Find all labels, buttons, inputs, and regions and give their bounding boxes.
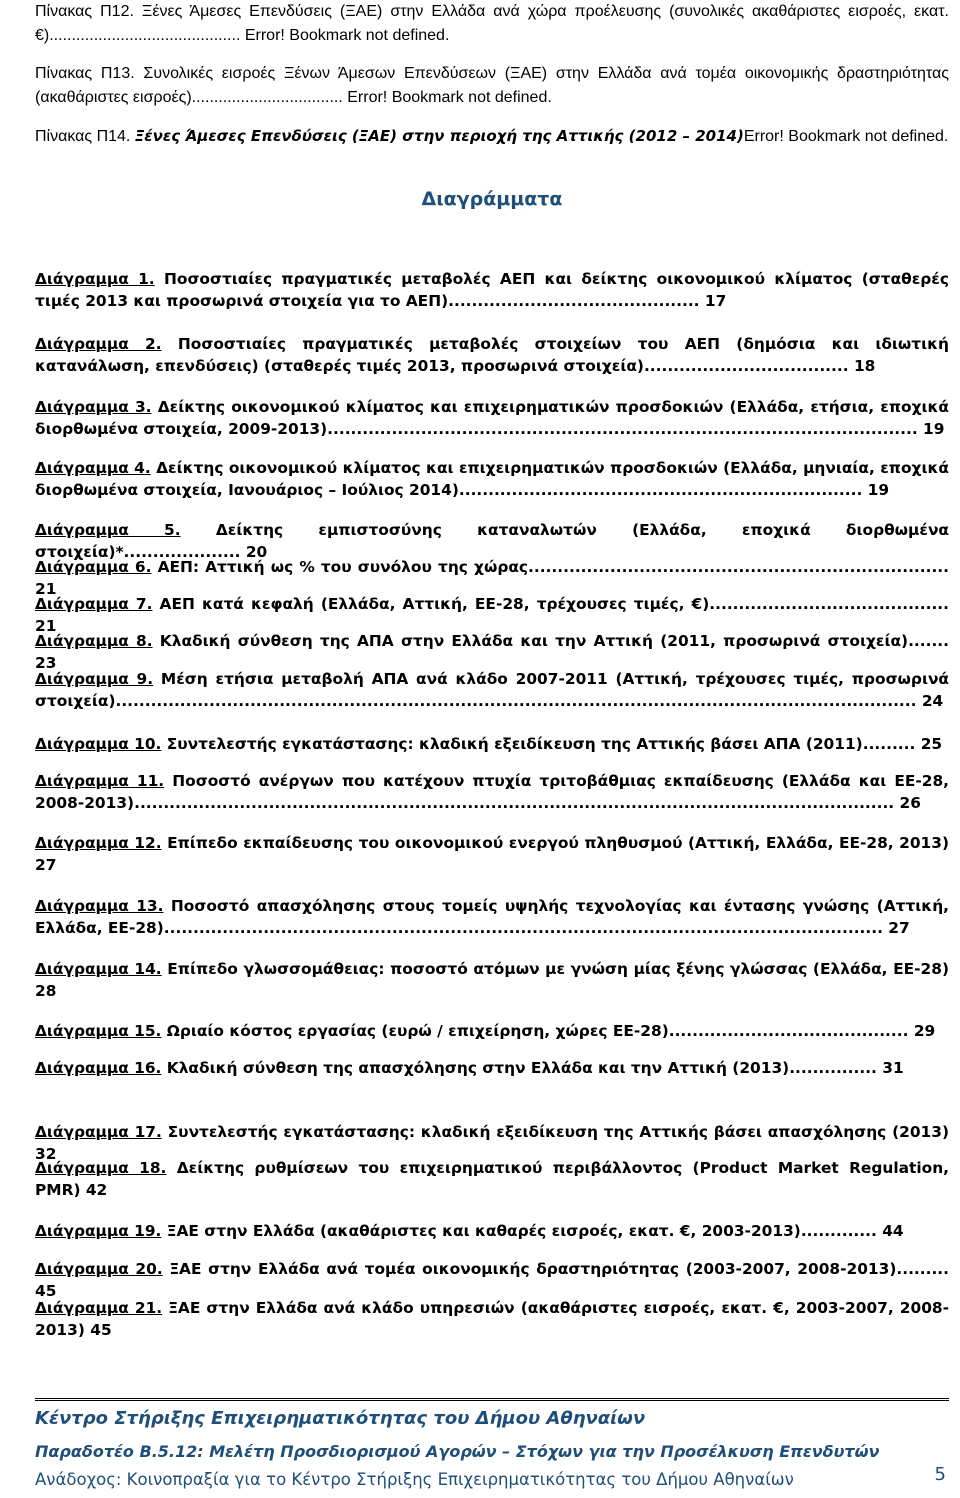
toc-diagram-entry[interactable] — [35, 268, 949, 312]
toc-table-entry-p14[interactable] — [35, 124, 949, 149]
toc-entry-leader: .................................. — [191, 89, 343, 106]
toc-entry-label: Διάγραμμα 11. — [35, 772, 165, 790]
toc-entry-label: Διάγραμμα 2. — [35, 335, 162, 353]
toc-diagram-entry[interactable] — [35, 832, 949, 876]
toc-entry-page: 21 — [35, 617, 57, 635]
toc-table-entry-p13[interactable] — [35, 62, 949, 110]
toc-entry-page: 19 — [923, 420, 945, 438]
toc-entry-page: 18 — [853, 357, 876, 375]
toc-entry-label: Διάγραμμα 20. — [35, 1260, 163, 1278]
toc-entry-label: Διάγραμμα 8. — [35, 632, 153, 650]
toc-entry-title: Μέση ετήσια μεταβολή ΑΠΑ ανά κλάδο 2007-2011 (Αττική, τρέχουσες τιμές, προσωρινά στοιχεία) — [35, 670, 950, 710]
toc-entry-title: Ποσοστό ανέργων που κατέχουν πτυχία τριτοβάθμιας εκπαίδευσης (Ελλάδα και ΕΕ-28, 2008-2013) — [35, 772, 949, 812]
toc-entry-leader: ........................................................................................................................... — [163, 919, 883, 937]
toc-entry-page: 45 — [35, 1282, 57, 1300]
toc-diagram-entry[interactable] — [35, 1297, 949, 1341]
toc-entry-title: Συντελεστής εγκατάστασης: κλαδική εξειδίκευση της Αττικής βάσει απασχόλησης (2013) — [167, 1123, 950, 1141]
toc-entry-label: Διάγραμμα 21. — [35, 1299, 163, 1317]
toc-entry-title: Επίπεδο εκπαίδευσης του οικονομικού ενεργού πληθυσμού (Αττική, Ελλάδα, ΕΕ-28, 2013) — [167, 834, 950, 852]
toc-entry-leader: ....... — [908, 632, 949, 650]
toc-entry-page: 24 — [921, 692, 944, 710]
toc-entry-label: Διάγραμμα 5. — [35, 521, 181, 539]
toc-entry-label: Διάγραμμα 12. — [35, 834, 162, 852]
toc-entry-title: Κλαδική σύνθεση της ΑΠΑ στην Ελλάδα και την Αττική (2011, προσωρινά στοιχεία) — [159, 632, 909, 650]
toc-entry-label: Διάγραμμα 10. — [35, 735, 162, 753]
toc-entry-page: 45 — [90, 1321, 112, 1339]
toc-entry-title: ΑΕΠ κατά κεφαλή (Ελλάδα, Αττική, ΕΕ-28, τρέχουσες τιμές, €) — [159, 595, 710, 613]
footer-divider — [35, 1398, 949, 1401]
toc-entry-leader: ........................................................................ — [528, 558, 950, 576]
toc-entry-leader: ......... — [896, 1260, 949, 1278]
toc-entry-title: Ποσοστιαίες πραγματικές μεταβολές στοιχείων του ΑΕΠ (δημόσια και ιδιωτική κατανάλωση, επενδύσεις) (σταθερές τιμές 2013, προσωρινά στοιχεία) — [35, 335, 949, 375]
toc-diagram-entry[interactable] — [35, 1258, 949, 1302]
toc-entry-title: Ωριαίο κόστος εργασίας (ευρώ / επιχείρηση, χώρες ΕΕ-28) — [166, 1022, 669, 1040]
toc-entry-label: Διάγραμμα 7. — [35, 595, 153, 613]
toc-entry-title: Συντελεστής εγκατάστασης: κλαδική εξειδίκευση της Αττικής βάσει ΑΠΑ (2011) — [166, 735, 863, 753]
toc-entry-page: Error! Bookmark not defined. — [244, 27, 450, 44]
toc-entry-title: Δείκτης εμπιστοσύνης καταναλωτών (Ελλάδα, εποχικά διορθωμένα στοιχεία)* — [35, 521, 949, 561]
toc-entry-label: Διάγραμμα 19. — [35, 1222, 162, 1240]
toc-diagram-entry[interactable] — [35, 1220, 949, 1242]
toc-diagram-entry[interactable] — [35, 958, 949, 1002]
toc-entry-title: Ποσοστιαίες πραγματικές μεταβολές ΑΕΠ και δείκτης οικονομικού κλίματος (σταθερές τιμές 2013 και προσωρινά στοιχεία για το ΑΕΠ) — [35, 270, 949, 310]
toc-entry-title: ΞΑΕ στην Ελλάδα ανά τομέα οικονομικής δραστηριότητας (2003-2007, 2008-2013) — [169, 1260, 897, 1278]
toc-diagram-entry[interactable] — [35, 733, 949, 755]
section-heading-diagrams: Διαγράμματα — [421, 188, 563, 210]
toc-entry-leader: ................................... — [643, 357, 849, 375]
toc-entry-label: Διάγραμμα 18. — [35, 1159, 167, 1177]
toc-entry-leader: ..................................................................... — [458, 481, 863, 499]
toc-entry-title: ΞΑΕ στην Ελλάδα ανά κλάδο υπηρεσιών (ακαθάριστες εισροές, εκατ. €, 2003-2007, 2008-2013) — [35, 1299, 950, 1339]
toc-entry-label: Διάγραμμα 9. — [35, 670, 154, 688]
toc-entry-title: Κλαδική σύνθεση της απασχόλησης στην Ελλάδα και την Αττική (2013) — [166, 1059, 790, 1077]
toc-table-entry-p12[interactable] — [35, 0, 949, 48]
toc-entry-leader: ..................................................................................................... — [327, 420, 918, 438]
toc-entry-page: 31 — [882, 1059, 904, 1077]
toc-entry-label: Διάγραμμα 17. — [35, 1123, 162, 1141]
toc-entry-page: 17 — [704, 292, 727, 310]
toc-entry-leader: ............... — [789, 1059, 877, 1077]
toc-entry-leader: ......................................................................................................................................... — [115, 692, 917, 710]
toc-entry-page: Error! Bookmark not defined. — [743, 128, 949, 145]
toc-entry-label: Πίνακας Π13. — [35, 65, 135, 82]
toc-entry-label: Διάγραμμα 15. — [35, 1022, 162, 1040]
toc-diagram-entry[interactable] — [35, 457, 949, 501]
toc-entry-label: Διάγραμμα 6. — [35, 558, 152, 576]
toc-entry-title: Ποσοστό απασχόλησης στους τομείς υψηλής τεχνολογίας και έντασης γνώσης (Αττική, Ελλάδα, ΕΕ-28) — [35, 897, 950, 937]
toc-diagram-entry[interactable] — [35, 1157, 949, 1201]
toc-entry-page: 20 — [245, 543, 268, 561]
toc-entry-leader: ............. — [800, 1222, 877, 1240]
toc-diagram-entry[interactable] — [35, 1057, 949, 1079]
footer-deliverable: Παραδοτέο Β.5.12: Μελέτη Προσδιορισμού Αγορών – Στόχων για την Προσέλκυση Επενδυτών — [35, 1442, 880, 1461]
toc-entry-page: 44 — [882, 1222, 904, 1240]
toc-diagram-entry[interactable] — [35, 396, 949, 440]
toc-entry-title: Δείκτης οικονομικού κλίματος και επιχειρηματικών προσδοκιών (Ελλάδα, ετήσια, εποχικά διορθωμένα στοιχεία, 2009-2013) — [35, 398, 950, 438]
toc-entry-page: 21 — [35, 580, 57, 598]
toc-diagram-entry[interactable] — [35, 895, 949, 939]
toc-entry-label: Διάγραμμα 13. — [35, 897, 164, 915]
toc-entry-title: ΞΑΕ στην Ελλάδα (ακαθάριστες και καθαρές εισροές, εκατ. €, 2003-2013) — [166, 1222, 801, 1240]
toc-entry-page: 27 — [888, 919, 910, 937]
toc-entry-page: 26 — [899, 794, 921, 812]
toc-entry-label: Διάγραμμα 3. — [35, 398, 152, 416]
toc-entry-label: Διάγραμμα 4. — [35, 459, 151, 477]
toc-entry-leader: ........................................... — [49, 27, 241, 44]
toc-entry-label: Διάγραμμα 14. — [35, 960, 162, 978]
page-number: 5 — [934, 1464, 946, 1485]
toc-entry-page: 32 — [35, 1145, 57, 1163]
toc-diagram-entry[interactable] — [35, 668, 949, 712]
toc-entry-label: Διάγραμμα 16. — [35, 1059, 162, 1077]
toc-entry-leader: .................... — [123, 543, 241, 561]
toc-entry-title: Ξένες Άμεσες Επενδύσεις (ΞΑΕ) στην περιοχή της Αττικής (2012 – 2014) — [134, 127, 744, 145]
toc-entry-page: 27 — [35, 856, 57, 874]
toc-entry-label: Πίνακας Π12. — [35, 3, 134, 20]
toc-entry-title: Επίπεδο γλωσσομάθειας: ποσοστό ατόμων με γνώση μίας ξένης γλώσσας (Ελλάδα, ΕΕ-28) — [167, 960, 950, 978]
toc-entry-title: Ξένες Άμεσες Επενδύσεις (ΞΑΕ) στην Ελλάδα ανά χώρα προέλευσης (συνολικές ακαθάριστες εισροές, εκατ. €) — [35, 3, 949, 44]
toc-entry-leader: ......................................... — [668, 1022, 909, 1040]
toc-entry-page: Error! Bookmark not defined. — [347, 89, 552, 106]
toc-entry-leader: .................................................................................................................................. — [134, 794, 895, 812]
toc-entry-page: 23 — [35, 654, 57, 672]
toc-entry-title: Δείκτης οικονομικού κλίματος και επιχειρηματικών προσδοκιών (Ελλάδα, μηνιαία, εποχικά διορθωμένα στοιχεία, Ιανουάριος – Ιούλιος 2014) — [35, 459, 949, 499]
toc-entry-label: Διάγραμμα 1. — [35, 270, 155, 288]
toc-diagram-entry[interactable] — [35, 333, 949, 377]
footer-contractor: Ανάδοχος: Κοινοπραξία για το Κέντρο Στήριξης Επιχειρηματικότητας του Δήμου Αθηναίων — [35, 1470, 794, 1489]
toc-entry-leader: ......... — [862, 735, 916, 753]
footer-organization: Κέντρο Στήριξης Επιχειρηματικότητας του Δήμου Αθηναίων — [35, 1408, 646, 1429]
toc-entry-leader: ........................................... — [448, 292, 700, 310]
toc-diagram-entry[interactable] — [35, 770, 949, 814]
toc-entry-page: 19 — [867, 481, 890, 499]
toc-entry-page: 29 — [913, 1022, 936, 1040]
toc-entry-page: 28 — [35, 982, 57, 1000]
toc-entry-leader: ......................................... — [709, 595, 949, 613]
toc-diagram-entry[interactable] — [35, 1020, 949, 1042]
toc-entry-label: Πίνακας Π14. — [35, 128, 131, 145]
toc-entry-title: Δείκτης ρυθμίσεων του επιχειρηματικού περιβάλλοντος (Product Market Regulation, PMR) — [35, 1159, 950, 1199]
toc-entry-page: 42 — [85, 1181, 108, 1199]
toc-entry-title: Συνολικές εισροές Ξένων Άμεσων Επενδύσεων (ΞΑΕ) στην Ελλάδα ανά τομέα οικονομικής δραστηριότητας (ακαθάριστες εισροές) — [35, 65, 949, 106]
toc-entry-title: ΑΕΠ: Αττική ως % του συνόλου της χώρας — [157, 558, 529, 576]
toc-entry-page: 25 — [920, 735, 943, 753]
